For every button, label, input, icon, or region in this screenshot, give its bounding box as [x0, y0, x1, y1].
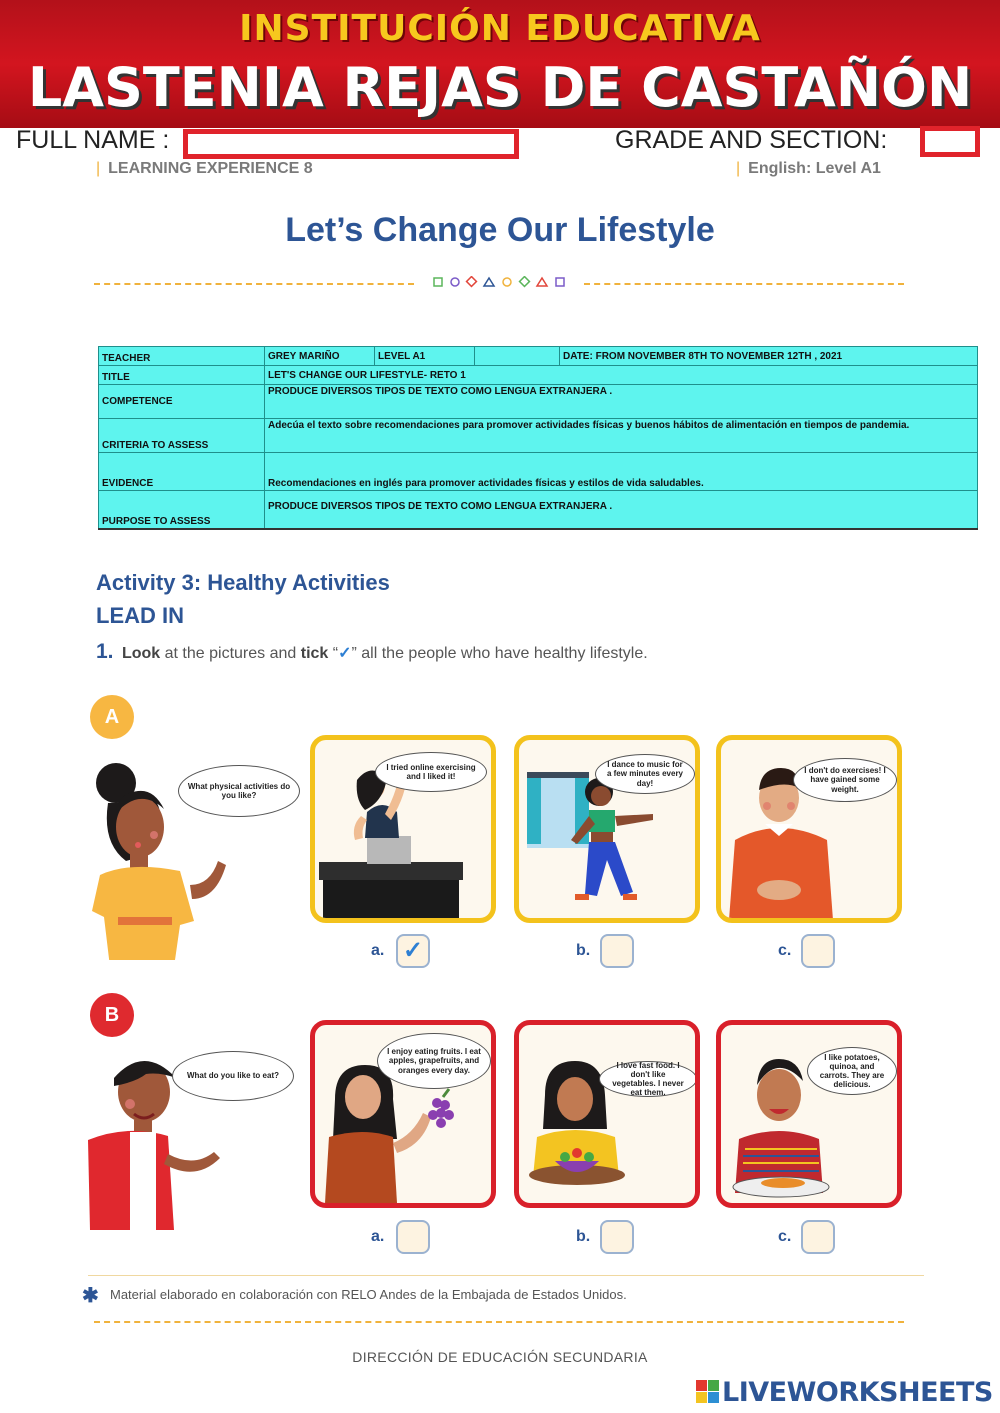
option-b-label: b.	[576, 1228, 591, 1245]
card-a3	[716, 735, 902, 923]
checkbox-b-b[interactable]	[600, 1220, 634, 1254]
activity-heading: Activity 3: Healthy Activities	[96, 570, 390, 595]
option-a-label: a.	[371, 942, 385, 959]
fast-food-illustration	[519, 1025, 695, 1203]
footer-note: Material elaborado en colaboración con RELO Andes de la Embajada de Estados Unidos.	[110, 1287, 627, 1302]
grade-section-field[interactable]	[920, 126, 980, 157]
card-a2-bubble: I dance to music for a few minutes every day!	[595, 754, 695, 794]
card-a1-bubble: I tried online exercising and I liked it!	[375, 752, 487, 792]
page-title: Let’s Change Our Lifestyle	[285, 211, 715, 249]
evidence-value: Recomendaciones en inglés para promover actividades físicas y estilos de vida saludables.	[265, 453, 978, 491]
asterisk-icon: ✱	[82, 1285, 99, 1307]
card-b1	[310, 1020, 496, 1208]
grade-section-label: GRADE AND SECTION:	[615, 126, 888, 154]
card-a2	[514, 735, 700, 923]
checkbox-b-c[interactable]	[801, 1220, 835, 1254]
competence-value: PRODUCE DIVERSOS TIPOS DE TEXTO COMO LENGUA EXTRANJERA .	[265, 385, 978, 419]
lesson-info-table	[98, 346, 978, 530]
title-value: LET'S CHANGE OUR LIFESTYLE- RETO 1	[265, 366, 978, 385]
section-a-badge: A	[90, 695, 134, 739]
decorative-shapes-icon	[430, 276, 570, 290]
option-a-label: a.	[371, 1228, 385, 1245]
option-b-label: b.	[576, 942, 591, 959]
footer-direction: DIRECCIÓN DE EDUCACIÓN SECUNDARIA	[352, 1349, 648, 1365]
title-divider-left	[94, 283, 414, 285]
purpose-label: PURPOSE TO ASSESS	[99, 491, 265, 529]
school-name: LASTENIA REJAS DE CASTAÑÓN	[27, 56, 973, 119]
card-a1	[310, 735, 496, 923]
teacher-value: GREY MARIÑO	[265, 347, 375, 366]
criteria-label: CRITERIA TO ASSESS	[99, 419, 265, 453]
level-label: LEVEL A1	[375, 347, 475, 366]
criteria-value: Adecúa el texto sobre recomendaciones para promover actividades físicas y buenos hábitos de alimentación en tiempos de pandemia.	[265, 419, 978, 453]
liveworksheets-logo	[696, 1375, 993, 1409]
footer-rule	[88, 1275, 924, 1276]
full-name-label: FULL NAME :	[16, 126, 170, 154]
checkbox-a-c[interactable]	[801, 934, 835, 968]
competence-label: COMPETENCE	[99, 385, 265, 419]
card-b2-bubble: I love fast food. I don't like vegetables. I never eat them.	[599, 1061, 697, 1097]
liveworksheets-icon	[696, 1380, 720, 1404]
english-level: | English: Level A1	[736, 160, 881, 177]
school-banner	[0, 0, 1000, 128]
tick-icon: ✓	[338, 645, 352, 662]
checkbox-b-a[interactable]	[396, 1220, 430, 1254]
option-c-label: c.	[778, 942, 792, 959]
institution-label: INSTITUCIÓN EDUCATIVA	[239, 8, 761, 49]
section-b-question-bubble: What do you like to eat?	[172, 1051, 294, 1101]
check-icon: ✓	[403, 937, 424, 964]
evidence-label: EVIDENCE	[99, 453, 265, 491]
title-label: TITLE	[99, 366, 265, 385]
purpose-value: PRODUCE DIVERSOS TIPOS DE TEXTO COMO LENGUA EXTRANJERA .	[265, 491, 978, 529]
footer-divider	[94, 1321, 904, 1323]
liveworksheets-wordmark: LIVEWORKSHEETS	[722, 1376, 993, 1408]
card-a3-bubble: I don't do exercises! I have gained some weight.	[793, 758, 897, 802]
card-b1-bubble: I enjoy eating fruits. I eat apples, grapefruits, and oranges every day.	[377, 1033, 491, 1089]
card-b3-bubble: I like potatoes, quinoa, and carrots. They are delicious.	[807, 1047, 897, 1095]
date-value: DATE: FROM NOVEMBER 8TH TO NOVEMBER 12TH , 2021	[560, 347, 978, 366]
checkbox-a-a[interactable]	[396, 934, 430, 968]
teacher-label: TEACHER	[99, 347, 265, 366]
title-divider-right	[584, 283, 904, 285]
empty-cell	[475, 347, 560, 366]
checkbox-a-b[interactable]	[600, 934, 634, 968]
lead-in-heading: LEAD IN	[96, 603, 184, 628]
instruction: 1. Look at the pictures and tick “✓” all the people who have healthy lifestyle.	[96, 640, 648, 663]
section-b-badge: B	[90, 993, 134, 1037]
card-b2	[514, 1020, 700, 1208]
option-c-label: c.	[778, 1228, 792, 1245]
section-a-question-bubble: What physical activities do you like?	[178, 765, 300, 817]
learning-experience: | LEARNING EXPERIENCE 8	[96, 160, 313, 177]
full-name-field[interactable]	[183, 129, 519, 159]
card-b3	[716, 1020, 902, 1208]
